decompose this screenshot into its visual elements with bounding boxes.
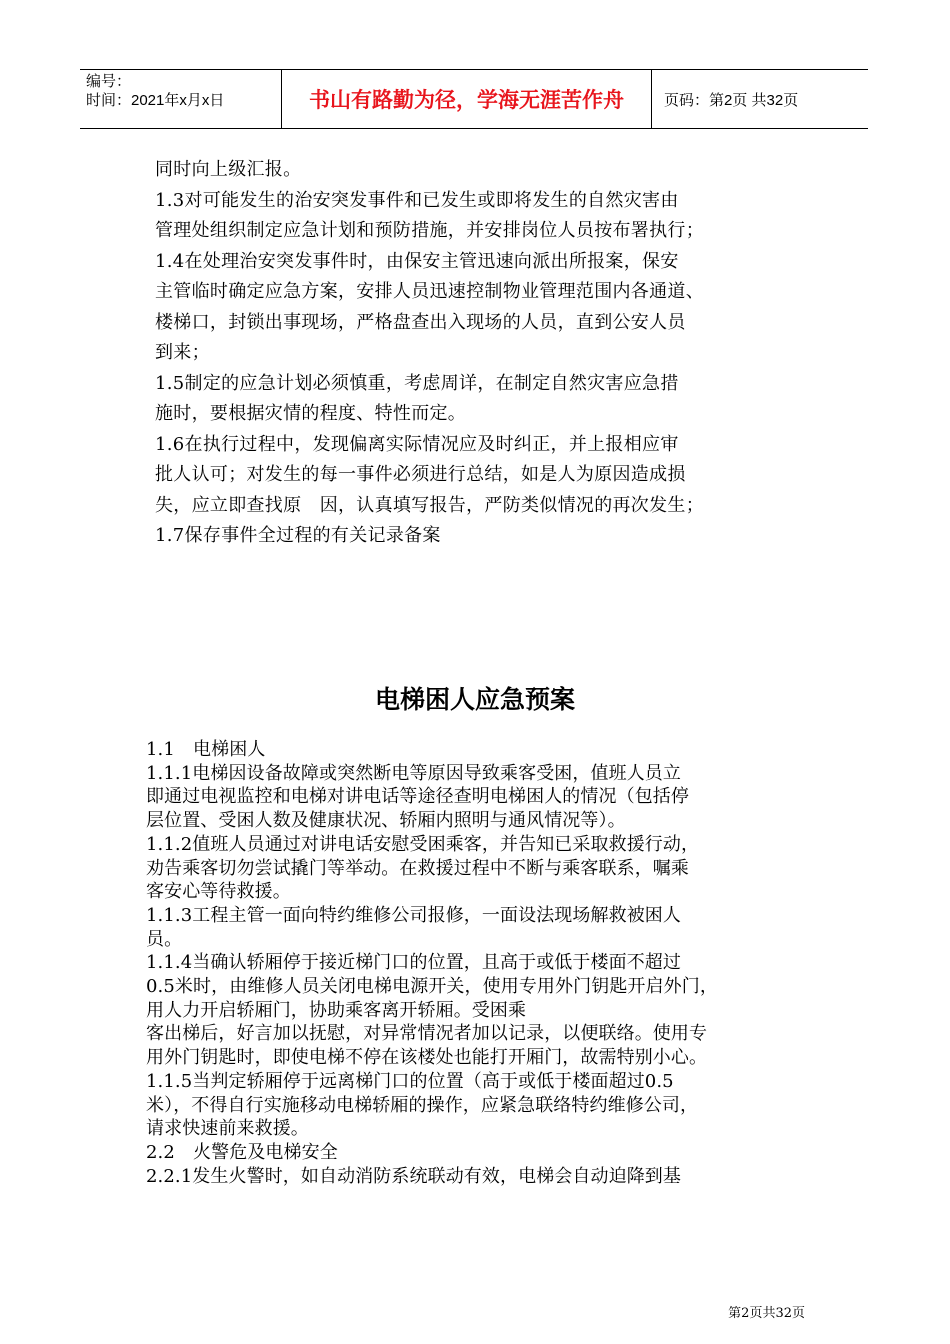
text-line: 客出梯后，好言加以抚慰，对异常情况者加以记录，以便联络。使用专 — [146, 1023, 708, 1045]
section-security-emergency — [155, 155, 815, 552]
text-line: 1.1.2值班人员通过对讲电话安慰受困乘客，并告知已采取救援行动， — [146, 833, 700, 855]
text-line: 管理处组织制定应急计划和预防措施，并安排岗位人员按布署执行； — [155, 220, 704, 241]
header-motto: 书山有路勤为径，学海无涯苦作舟 — [282, 70, 652, 128]
text-line: 米），不得自行实施移动电梯轿厢的操作，应紧急联络特约维修公司， — [146, 1094, 699, 1116]
text-line: 1.5制定的应急计划必须慎重，考虑周详，在制定自然灾害应急措 — [155, 372, 679, 394]
header-meta — [80, 70, 282, 128]
page-footer: 第2页共32页 — [728, 1306, 805, 1321]
text-line: 2.2.1发生火警时，如自动消防系统联动有效，电梯会自动迫降到基 — [146, 1165, 681, 1187]
text-line: 1.4在处理治安突发事件时，由保安主管迅速向派出所报案，保安 — [155, 250, 679, 272]
text-line: 层位置、受困人数及健康状况、轿厢内照明与通风情况等）。 — [146, 810, 626, 832]
text-line: 失，应立即查找原 因，认真填写报告，严防类似情况的再次发生； — [155, 494, 704, 516]
text-line: 1.1 电梯困人 — [146, 739, 266, 760]
text-line: 批人认可；对发生的每一事件必须进行总结，如是人为原因造成损 — [155, 464, 686, 485]
text-line: 1.1.3工程主管一面向特约维修公司报修，一面设法现场解救被困人 — [146, 904, 681, 926]
page-header — [80, 69, 868, 129]
text-line: 1.1.1电梯因设备故障或突然断电等原因导致乘客受困，值班人员立 — [146, 762, 681, 784]
text-line: 1.7保存事件全过程的有关记录备案 — [155, 525, 441, 546]
text-line: 到来； — [155, 342, 210, 363]
text-line: 员。 — [146, 928, 183, 950]
text-line: 主管临时确定应急方案，安排人员迅速控制物业管理范围内各通道、 — [155, 281, 704, 302]
text-line: 楼梯口，封锁出事现场，严格盘查出入现场的人员，直到公安人员 — [155, 311, 686, 333]
text-line: 2.2 火警危及电梯安全 — [146, 1141, 338, 1163]
text-line: 1.1.5当判定轿厢停于远离梯门口的位置（高于或低于楼面超过0.5 — [146, 1070, 674, 1092]
header-page-number: 页码：第2页 共32页 — [664, 91, 799, 109]
document-number-label: 编号： — [86, 73, 132, 90]
text-line: 施时，要根据灾情的程度、特性而定。 — [155, 403, 467, 424]
text-line: 用人力开启轿厢门，协助乘客离开轿厢。受困乘 — [146, 999, 527, 1021]
document-date: 时间：2021年x月x日 — [86, 92, 225, 109]
text-line: 同时向上级汇报。 — [155, 159, 302, 180]
text-line: 即通过电视监控和电梯对讲电话等途径查明电梯困人的情况（包括停 — [146, 786, 689, 808]
text-line: 用外门钥匙时，即使电梯不停在该楼处也能打开厢门，故需特别小心。 — [146, 1047, 708, 1069]
section-title: 电梯困人应急预案 — [374, 685, 575, 714]
text-line: 劝告乘客切勿尝试撬门等举动。在救援过程中不断与乘客联系，嘱乘 — [146, 857, 689, 879]
text-line: 0.5米时，由维修人员关闭电梯电源开关，使用专用外门钥匙开启外门， — [146, 976, 718, 998]
text-line: 1.3对可能发生的治安突发事件和已发生或即将发生的自然灾害由 — [155, 189, 679, 211]
text-line: 1.6在执行过程中，发现偏离实际情况应及时纠正，并上报相应审 — [155, 433, 679, 455]
text-line: 请求快速前来救援。 — [146, 1118, 309, 1140]
text-line: 客安心等待救援。 — [146, 881, 291, 903]
text-line: 1.1.4当确认轿厢停于接近梯门口的位置，且高于或低于楼面不超过 — [146, 952, 681, 974]
section-elevator-emergency — [146, 738, 816, 1188]
